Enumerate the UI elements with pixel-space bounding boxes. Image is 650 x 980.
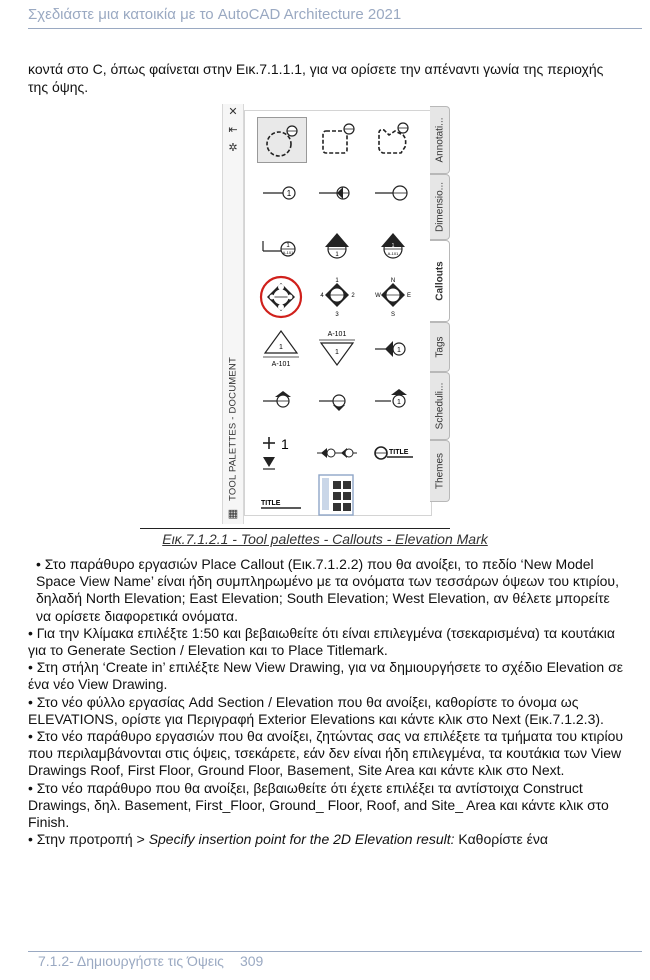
tool-number-label: 1 — [391, 243, 395, 249]
tool-number-label: 1 — [279, 344, 283, 351]
tool-direction-label: E — [406, 293, 412, 299]
tab-scheduling[interactable]: Scheduli... — [430, 372, 450, 440]
palette-title: TOOL PALETTES - DOCUMENT — [227, 357, 239, 501]
paragraph: • Στη στήλη ‘Create in’ επιλέξτε New View Drawing, για να δημιουργήσετε το σχέδιο Elevation σε ένα νέο View Drawing. — [28, 659, 623, 693]
paragraph: • Στο νέο παράθυρο που θα ανοίξει, βεβαιωθείτε ότι έχετε επιλέξει τα αντίστοιχα Construct Drawings, δηλ. Basement, First_Floor, Ground_ Floor, Roof, and Site_ Area και κάντε κλικ στο Finish. — [28, 779, 609, 831]
callout-circle-tail-tool[interactable] — [369, 171, 417, 215]
elevation-mark-four-way-tool[interactable] — [257, 275, 305, 319]
paragraph: • Στο νέο φύλλο εργασίας Add Section / Elevation που θα ανοίξει, καθορίστε το όνομα ως ELEVATIONS, ορίστε για Περιγραφή Exterior Elevations και κάντε κλικ στο Next (Εικ.7.1.2.3). — [28, 693, 604, 727]
level-mark-tool[interactable] — [257, 431, 305, 475]
tab-annotation[interactable]: Annotati... — [430, 106, 450, 174]
tool-number-label: 2 — [351, 293, 355, 299]
detail-boundary-freeform-tool[interactable] — [369, 117, 417, 161]
instructions-body — [28, 556, 628, 848]
triangle-mark-down-tool[interactable] — [313, 327, 361, 371]
elevation-mark-compass-tool[interactable] — [369, 275, 417, 319]
tool-sheet-label: A-101 — [271, 361, 291, 368]
section-mark-tool[interactable] — [257, 223, 305, 267]
running-header: Σχεδιάστε μια κατοικία με το AutoCAD Architecture 2021 — [28, 6, 402, 23]
tool-number-label: 1 — [286, 243, 290, 249]
elevation-mark-numbered-tool[interactable] — [313, 275, 361, 319]
title-mark-tool[interactable] — [369, 431, 417, 475]
tool-number-label: 3 — [335, 312, 339, 318]
section-mark-left-tool[interactable] — [257, 379, 305, 423]
paragraph: • Στην προτροπή > Specify insertion point for the 2D Elevation result: Καθορίστε ένα — [28, 831, 548, 848]
figure-caption: Εικ.7.1.2.1 - Tool palettes - Callouts - Elevation Mark — [162, 531, 488, 547]
callout-line-tail-tool[interactable] — [257, 171, 305, 215]
page-number: 309 — [239, 953, 264, 969]
figure-rule — [140, 528, 450, 529]
section-arrow-tool[interactable] — [369, 327, 417, 371]
palette-title-strip — [222, 104, 244, 524]
tool-number-label: 1 — [335, 252, 339, 258]
tool-number-label: 1 — [281, 436, 289, 452]
footer-rule — [28, 951, 642, 952]
triangle-mark-up-tool[interactable] — [257, 327, 305, 371]
tool-number-label: 4 — [320, 293, 324, 299]
tool-direction-label: S — [390, 312, 396, 318]
intro-paragraph: κοντά στο C, όπως φαίνεται στην Εικ.7.1.1.1, για να ορίσετε την απέναντι γωνία της περιοχής της όψης. — [28, 61, 604, 95]
close-icon[interactable]: ✕ — [228, 106, 238, 118]
titlemark-line-tool[interactable] — [257, 483, 305, 527]
tool-direction-label: N — [390, 278, 396, 284]
tool-title-label: TITLE — [389, 449, 409, 456]
paragraph: • Για την Κλίμακα επιλέξτε 1:50 και βεβαιωθείτε ότι είναι επιλεγμένα (τσεκαρισμένα) τα κουτάκια για το Generate Section / Elevation και το Place Titlemark. — [28, 624, 615, 659]
tab-themes[interactable]: Themes — [430, 440, 450, 502]
tool-number-label: 1 — [286, 189, 292, 198]
header-rule — [28, 28, 642, 29]
callout-detail-tail-tool[interactable] — [313, 171, 361, 215]
elevation-mark-sheet-tool[interactable] — [369, 223, 417, 267]
tool-number-label: 1 — [397, 399, 401, 406]
section-mark-right-tool[interactable] — [313, 379, 361, 423]
interior-elevation-mark-tool[interactable] — [313, 431, 361, 475]
tool-sheet-label: A-101 — [282, 250, 294, 255]
paragraph: • Στο παράθυρο εργασιών Place Callout (Εικ.7.1.2.2) που θα ανοίξει, το πεδίο ‘New Model Space View Name’ είναι ήδη συμπληρωμένο με τα ονόματα των τεσσάρων όψεων του κτιρίου, δηλαδή North Elevation; East Elevation; South Elevation; West Elevation, αν θέλετε μπορείτε να ορίσετε διαφορετικά ονόματα. — [36, 556, 619, 624]
tool-number-label: 1 — [335, 278, 339, 284]
palette-tabs — [430, 106, 450, 518]
section-mark-both-tool[interactable] — [369, 379, 417, 423]
tool-palettes-figure — [222, 104, 450, 524]
tool-number-label: 1 — [335, 349, 339, 356]
tool-title-label: TITLE — [261, 500, 281, 507]
auto-hide-icon[interactable]: ⇤ — [228, 124, 238, 136]
tab-dimensions[interactable]: Dimensio... — [430, 174, 450, 240]
detail-boundary-rectangle-tool[interactable] — [313, 117, 361, 161]
footer-section: 7.1.2- Δημιουργήστε τις Όψεις — [38, 953, 224, 969]
tool-number-label: 1 — [397, 347, 401, 354]
schedule-callout-tool[interactable] — [313, 473, 361, 519]
tab-tags[interactable]: Tags — [430, 322, 450, 372]
tool-sheet-label: A-101 — [327, 331, 347, 338]
paragraph: • Στο νέο παράθυρο εργασιών που θα ανοίξει, ζητώντας σας να επιλέξετε τα τμήματα του κτιρίου που περιλαμβάνονται στις όψεις, τσεκάρετε, εάν δεν είναι ήδη επιλεγμένα, τα κουτάκια των View Drawings Roof, First Floor, Ground Floor, Basement, Site Area και κάντε κλικ στο Next. — [28, 728, 624, 779]
elevation-mark-filled-tool[interactable] — [313, 223, 361, 267]
detail-boundary-circle-tool[interactable] — [257, 117, 307, 163]
tool-direction-label: W — [375, 293, 381, 299]
properties-icon[interactable]: ✲ — [228, 142, 238, 154]
palette-menu-icon[interactable]: ▦ — [227, 508, 239, 520]
tool-sheet-label: A-101 — [387, 251, 399, 256]
page-footer — [38, 953, 263, 969]
callout-tools-grid — [244, 110, 432, 516]
tab-callouts[interactable]: Callouts — [430, 240, 450, 322]
